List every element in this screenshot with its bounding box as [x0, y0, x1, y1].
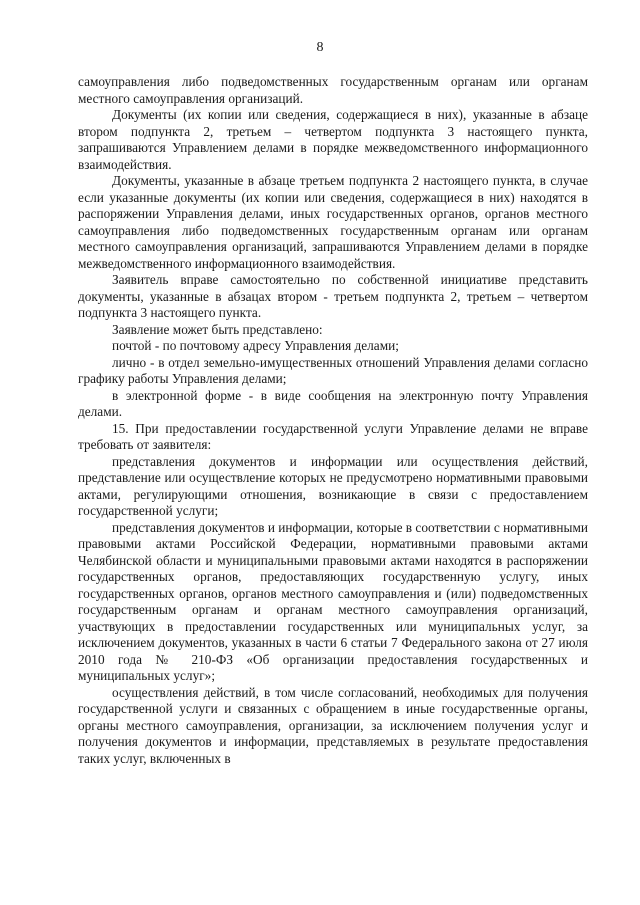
paragraph-6: почтой - по почтовому адресу Управления делами;	[112, 338, 399, 353]
page-number: 8	[316, 40, 324, 55]
paragraph-8: в электронной форме - в виде сообщения на электронную почту Управления делами.	[78, 387, 588, 419]
paragraph-5: Заявление может быть представлено:	[112, 321, 323, 337]
paragraph-9: 15. При предоставлении государственной услуги Управление делами не вправе требовать от заявителя:	[78, 420, 588, 452]
paragraph-1: самоуправления либо подведомственных государственным органам или органам местного самоуправления организаций.	[78, 74, 588, 106]
paragraph-10: представления документов и информации или осуществления действий, представление или осуществление которых не предусмотрено нормативными правовыми актами, регулирующими отношения, возникающие в связи с предоставлением государственной услуги;	[78, 453, 588, 518]
paragraph-2: Документы (их копии или сведения, содержащиеся в них), указанные в абзаце втором подпункта 2, третьем – четвертом подпункта 3 настоящего пункта, запрашиваются Управлением делами в порядке межведомственного информационного взаимодействия.	[78, 107, 588, 172]
paragraph-12: осуществления действий, в том числе согласований, необходимых для получения государственной услуги и связанных с обращением в иные государственные органы, органы местного самоуправления, организации, за исключением получения услуг и получения документов и информации, представляемых в результате предоставления таких услуг, включенных в	[78, 684, 588, 766]
paragraph-11: представления документов и информации, которые в соответствии с нормативными правовыми актами Российской Федерации, нормативными правовыми актами Челябинской области и муниципальными правовыми актами находятся в распоряжении государственных органов, предоставляющих государственную услугу, иных государственных органов, органов местного самоуправления и (или) подведомственных государственным органам и органам местного самоуправления организаций, участвующих в предоставлении государственных или муниципальных услуг, за исключением документов, указанных в части 6 статьи 7 Федерального закона от 27 июля 2010 года № 210-ФЗ «Об организации предоставления государственных и муниципальных услуг»;	[78, 519, 588, 683]
paragraph-4: Заявитель вправе самостоятельно по собственной инициативе представить документы, указанные в абзацах втором - третьем подпункта 2, третьем – четвертом подпункта 3 настоящего пункта.	[78, 272, 588, 320]
paragraph-3: Документы, указанные в абзаце третьем подпункта 2 настоящего пункта, в случае если указанные документы (их копии или сведения, содержащиеся в них) находятся в распоряжении Управления делами, иных государственных органов, органов местного самоуправления либо подведомственных государственным органам или органам местного самоуправления организаций, запрашиваются Управлением делами в порядке межведомственного информационного взаимодействия.	[78, 173, 588, 271]
paragraph-7: лично - в отдел земельно-имущественных отношений Управления делами согласно графику работы Управления делами;	[78, 354, 588, 386]
document-body	[78, 74, 588, 767]
